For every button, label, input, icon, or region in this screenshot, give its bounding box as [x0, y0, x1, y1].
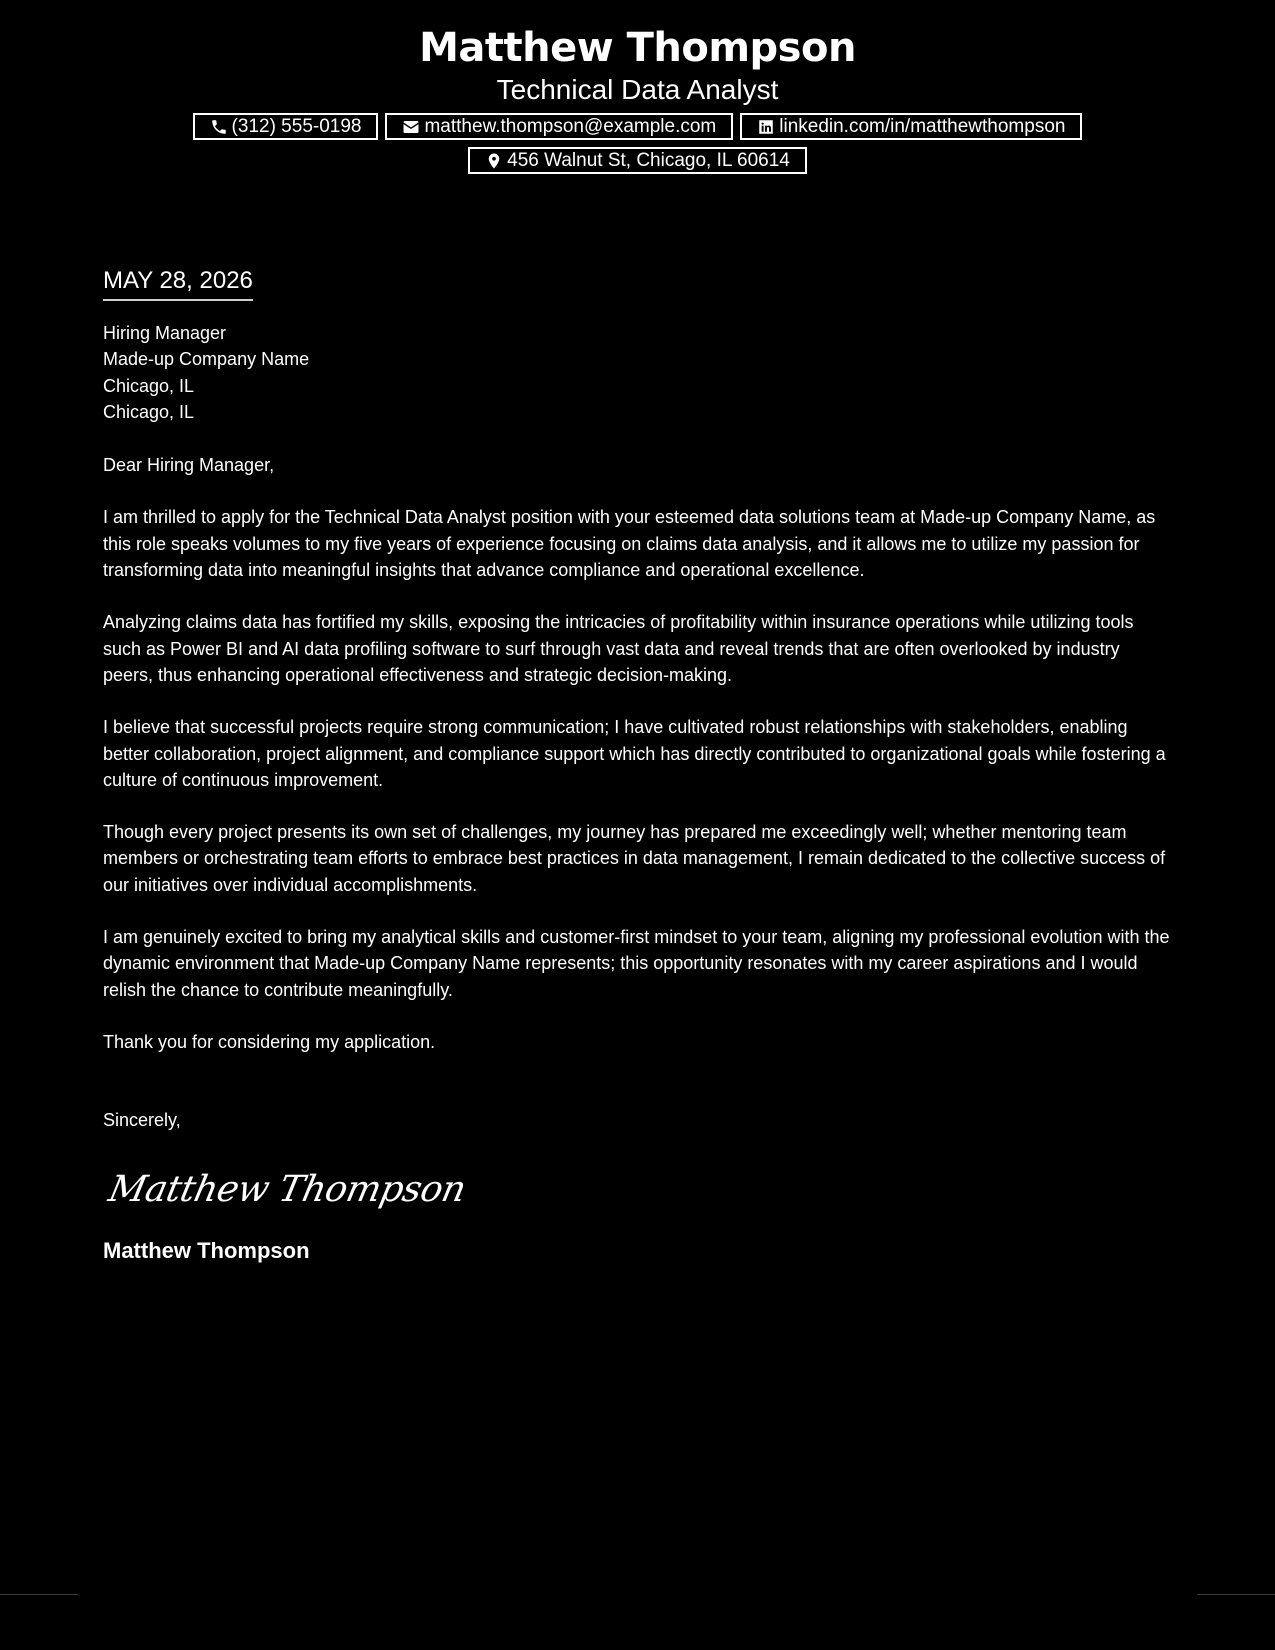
- contact-row: [0, 147, 1275, 174]
- body-paragraph: I am thrilled to apply for the Technical Data Analyst position with your esteemed data solutions team at Made-up Company Name, as this role speaks volumes to my five years of experience focusing on claims data analysis, and it allows me to utilize my passion for transforming data into meaningful insights that advance compliance and operational excellence.: [103, 507, 1156, 581]
- applicant-name: Matthew Thompson: [419, 25, 856, 71]
- linkedin-text: linkedin.com/in/matthewthompson: [779, 115, 1066, 137]
- linkedin-contact[interactable]: [740, 113, 1082, 140]
- contact-row: [0, 113, 1275, 140]
- body-paragraph: I believe that successful projects require strong communication; I have cultivated robust relationships with stakeholders, enabling better collaboration, project alignment, and compliance support which has directly contributed to organizational goals while fostering a culture of continuous improvement.: [103, 717, 1166, 790]
- signer-name: Matthew Thompson: [103, 1237, 310, 1263]
- recipient-line: Chicago, IL: [103, 375, 195, 396]
- letter-date: MAY 28, 2026: [103, 264, 253, 301]
- body-paragraph: I am genuinely excited to bring my analytical skills and customer-first mindset to your team, aligning my professional evolution with the dynamic environment that Made-up Company Name represents; this opportunity resonates with my career aspirations and I would relish the chance to contribute meaningfully.: [103, 927, 1170, 1000]
- recipient-line: Made-up Company Name: [103, 349, 310, 370]
- recipient-block: [103, 320, 1173, 425]
- phone-icon: [210, 118, 228, 136]
- phone-contact[interactable]: [193, 113, 379, 140]
- body-paragraph: Analyzing claims data has fortified my skills, exposing the intricacies of profitability within insurance operations while utilizing tools such as Power BI and AI data profiling software to surf through vast data and reveal trends that are often overlooked by industry peers, thus enhancing operational effectiveness and strategic decision-making.: [103, 612, 1134, 685]
- envelope-icon: [402, 118, 420, 136]
- letterhead: [0, 22, 1275, 174]
- phone-text: (312) 555-0198: [231, 115, 362, 137]
- closing: Sincerely,: [103, 1110, 181, 1131]
- linkedin-icon: [757, 118, 775, 136]
- email-text: matthew.thompson@example.com: [424, 115, 717, 137]
- footer-divider: [1197, 1594, 1275, 1595]
- recipient-line: Chicago, IL: [103, 401, 195, 422]
- address-contact[interactable]: [468, 147, 807, 174]
- address-text: 456 Walnut St, Chicago, IL 60614: [507, 149, 790, 171]
- body-paragraph: Though every project presents its own set of challenges, my journey has prepared me exceedingly well; whether mentoring team members or orchestrating team efforts to embrace best practices in data management, I remain dedicated to the collective success of our initiatives over individual accomplishments.: [103, 822, 1166, 895]
- recipient-line: Hiring Manager: [103, 323, 227, 343]
- applicant-title: Technical Data Analyst: [496, 74, 779, 105]
- email-contact[interactable]: [385, 113, 733, 140]
- footer-divider: [0, 1594, 78, 1595]
- handwritten-signature: Matthew Thompson: [105, 1168, 470, 1210]
- body-paragraph: Thank you for considering my application.: [103, 1031, 436, 1052]
- salutation: Dear Hiring Manager,: [103, 455, 275, 476]
- map-marker-icon: [485, 152, 503, 170]
- letter-body: [103, 264, 1173, 1266]
